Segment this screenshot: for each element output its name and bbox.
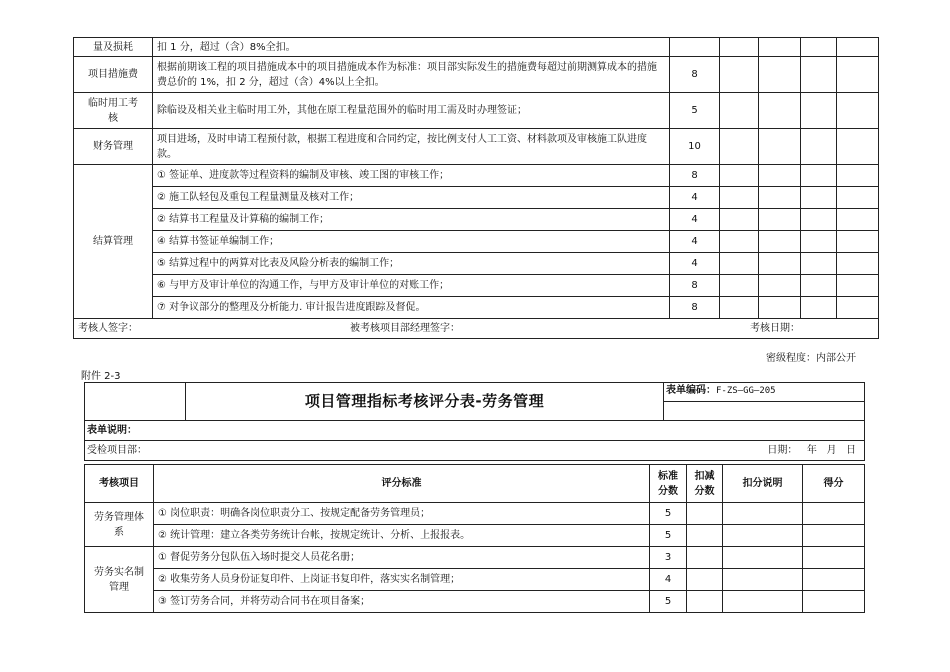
attachment-label: 附件 2-3 bbox=[81, 371, 121, 382]
form-description: 表单说明： bbox=[85, 421, 865, 441]
score-cell: 4 bbox=[650, 569, 687, 591]
score-cell: 10 bbox=[670, 129, 720, 165]
table-row bbox=[85, 525, 865, 547]
score-cell: 4 bbox=[670, 253, 720, 275]
form-header bbox=[84, 382, 865, 461]
category-cell: 临时用工考核 bbox=[74, 93, 153, 129]
form-title: 项目管理指标考核评分表-劳务管理 bbox=[186, 383, 664, 421]
category-cell: 结算管理 bbox=[74, 165, 153, 319]
criteria-cell: 根据前期该工程的项目措施成本中的项目措施成本作为标准：项目部实际发生的措施费每超过前期测算成本的措施费总价的 1%，扣 2 分，超过（含）4%以上全扣。 bbox=[153, 57, 670, 93]
criteria-cell: ② 施工队轻包及重包工程量测量及核对工作； bbox=[153, 187, 670, 209]
score-cell: 5 bbox=[650, 503, 687, 525]
header-criteria: 评分标准 bbox=[154, 465, 650, 503]
form-date: 日期： 年 月 日 bbox=[767, 445, 856, 456]
header-item: 考核项目 bbox=[85, 465, 154, 503]
category-cell: 项目措施费 bbox=[74, 57, 153, 93]
criteria-cell: ⑦ 对争议部分的整理及分析能力. 审计报告进度跟踪及督促。 bbox=[153, 297, 670, 319]
manager-signature-label: 被考核项目部经理签字： bbox=[350, 323, 460, 334]
criteria-cell: ⑤ 结算过程中的两算对比表及风险分析表的编制工作； bbox=[153, 253, 670, 275]
category-cell: 财务管理 bbox=[74, 129, 153, 165]
score-cell: 8 bbox=[670, 165, 720, 187]
form-code-label: 表单编码： bbox=[666, 385, 716, 396]
score-cell: 4 bbox=[670, 209, 720, 231]
score-cell: 8 bbox=[670, 57, 720, 93]
header-standard: 标准分数 bbox=[650, 465, 687, 503]
criteria-cell: 除临设及相关业主临时用工外，其他在原工程量范围外的临时用工需及时办理签证； bbox=[153, 93, 670, 129]
criteria-cell: 项目进场，及时申请工程预付款，根据工程进度和合同约定，按比例支付人工工资、材料款项及审核施工队进度款。 bbox=[153, 129, 670, 165]
header-deduct: 扣减分数 bbox=[687, 465, 723, 503]
table-row bbox=[85, 547, 865, 569]
criteria-cell: ④ 结算书签证单编制工作； bbox=[153, 231, 670, 253]
score-cell: 8 bbox=[670, 297, 720, 319]
criteria-cell: ⑥ 与甲方及审计单位的沟通工作，与甲方及审计单位的对账工作； bbox=[153, 275, 670, 297]
group-name: 劳务管理体系 bbox=[85, 503, 154, 547]
table-row bbox=[74, 297, 879, 319]
score-cell: 5 bbox=[650, 525, 687, 547]
table-row bbox=[74, 38, 879, 57]
confidentiality-level: 密级程度：内部公开 bbox=[766, 353, 856, 364]
category-cell: 量及损耗 bbox=[74, 38, 153, 57]
table-row bbox=[74, 93, 879, 129]
score-cell: 5 bbox=[650, 591, 687, 613]
assessor-signature-label: 考核人签字： bbox=[78, 323, 138, 334]
table-row bbox=[85, 569, 865, 591]
score-cell: 3 bbox=[650, 547, 687, 569]
table-row bbox=[74, 57, 879, 93]
table-row bbox=[74, 253, 879, 275]
group-name: 劳务实名制管理 bbox=[85, 547, 154, 613]
score-cell: 8 bbox=[670, 275, 720, 297]
signature-row bbox=[74, 319, 879, 339]
scoring-table bbox=[84, 464, 865, 613]
table-row bbox=[74, 209, 879, 231]
table-row bbox=[74, 129, 879, 165]
score-cell bbox=[670, 38, 720, 57]
table-row bbox=[85, 503, 865, 525]
form-code-value: F-ZS—GG—205 bbox=[716, 386, 776, 396]
criteria-cell: ③ 签订劳务合同，并将劳动合同书在项目备案； bbox=[154, 591, 650, 613]
table-row bbox=[74, 187, 879, 209]
criteria-cell: ② 收集劳务人员身份证复印件、上岗证书复印件，落实实名制管理； bbox=[154, 569, 650, 591]
criteria-cell: ① 岗位职责：明确各岗位职责分工、按规定配备劳务管理员； bbox=[154, 503, 650, 525]
table-row bbox=[85, 591, 865, 613]
table-row bbox=[74, 275, 879, 297]
criteria-cell: ① 督促劳务分包队伍入场时提交人员花名册； bbox=[154, 547, 650, 569]
score-cell: 4 bbox=[670, 231, 720, 253]
criteria-cell: ① 签证单、进度款等过程资料的编制及审核、竣工图的审核工作； bbox=[153, 165, 670, 187]
criteria-cell: ② 统计管理：建立各类劳务统计台帐，按规定统计、分析、上报报表。 bbox=[154, 525, 650, 547]
form-code bbox=[664, 383, 865, 402]
score-cell: 4 bbox=[670, 187, 720, 209]
criteria-cell: ② 结算书工程量及计算稿的编制工作； bbox=[153, 209, 670, 231]
project-label: 受检项目部： bbox=[87, 445, 147, 456]
score-cell: 5 bbox=[670, 93, 720, 129]
table-row bbox=[74, 231, 879, 253]
header-score: 得分 bbox=[803, 465, 865, 503]
assessment-date-label: 考核日期： bbox=[750, 323, 800, 334]
upper-table bbox=[73, 37, 879, 339]
header-note: 扣分说明 bbox=[723, 465, 803, 503]
table-row bbox=[74, 165, 879, 187]
header-row bbox=[85, 465, 865, 503]
criteria-cell: 扣 1 分，超过（含）8%全扣。 bbox=[153, 38, 670, 57]
